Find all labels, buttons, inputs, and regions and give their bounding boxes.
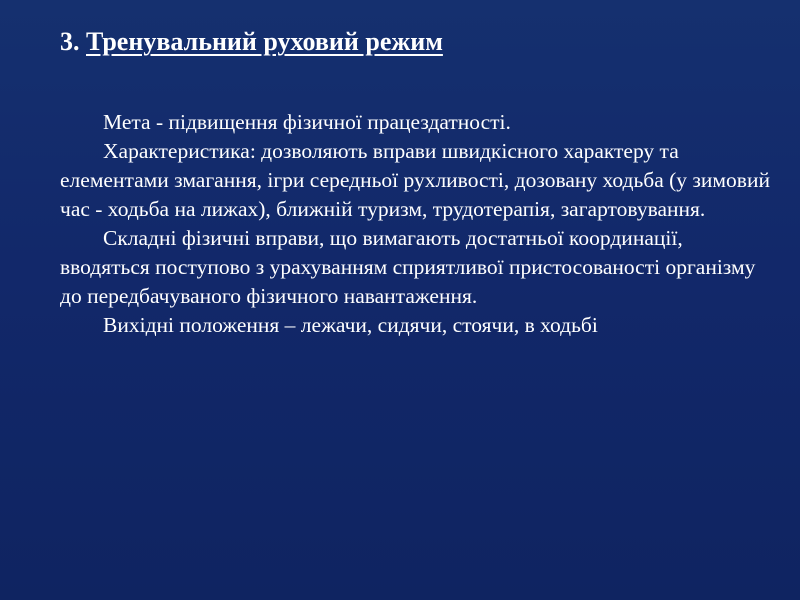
- paragraph-characteristics: Характеристика: дозволяють вправи швидкісного характеру та елементами змагання, ігри середньої рухливості, дозовану ходьба (у зимовий час - ходьба на лижах), ближній туризм, трудотерапія, загартовування.: [60, 139, 770, 221]
- slide-title: [60, 26, 443, 57]
- paragraph-complex-exercises: Складні фізичні вправи, що вимагають достатньої координації, вводяться поступово з урахуванням сприятливої пристосованості організму до передбачуваного фізичного навантаження.: [60, 226, 756, 308]
- slide-body: [60, 108, 775, 340]
- paragraph-starting-positions: Вихідні положення – лежачи, сидячи, стоячи, в ходьбі: [103, 313, 598, 337]
- paragraph-goal: Мета - підвищення фізичної працездатності.: [103, 110, 511, 134]
- title-text: Тренувальний руховий режим: [86, 27, 443, 56]
- title-number: 3.: [60, 27, 80, 56]
